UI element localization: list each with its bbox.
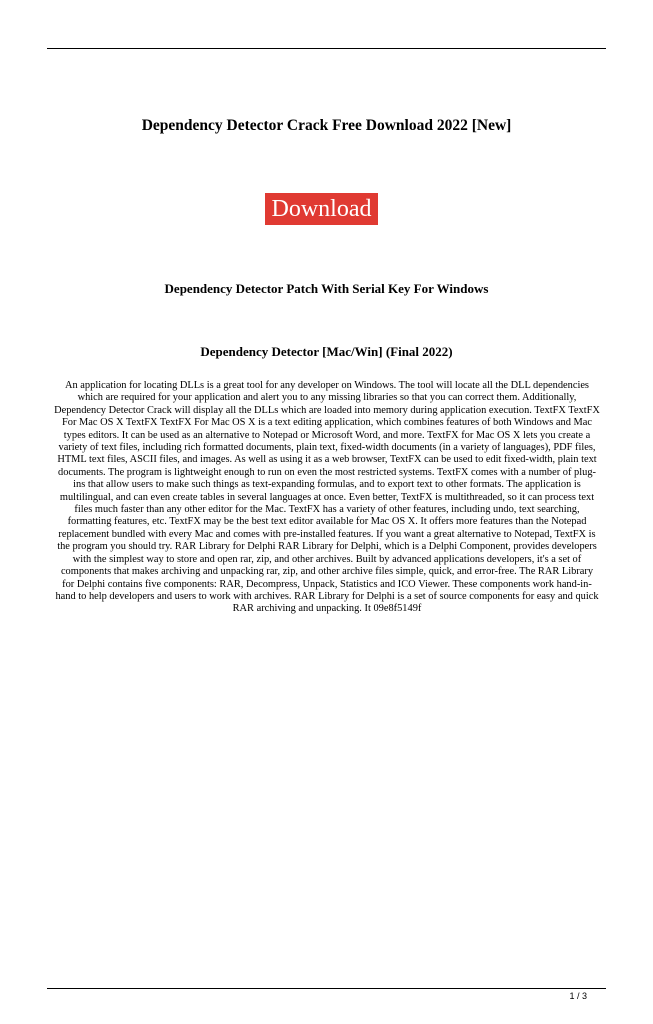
bottom-divider: [47, 988, 606, 989]
page-title: Dependency Detector Crack Free Download 2022 [New]: [141, 117, 512, 134]
section-heading-patch: Dependency Detector Patch With Serial Key For Windows: [164, 281, 489, 296]
body-paragraph: An application for locating DLLs is a great tool for any developer on Windows. The tool will locate all the DLL dependencies which are required for your application and alert you to any missing libraries so that you can correct them. Additionally, Dependency Detector Crack will display all the DLLs which are loaded into memory during application execution. TextFX TextFX For Mac OS X TextFX TextFX For Mac OS X is a text editing application, which combines features of both Windows and Mac types editors. It can be used as an alternative to Notepad or Microsoft Word, and more. TextFX for Mac OS X lets you create a variety of text files, including rich formatted documents, plain text, fixed-width documents (in a variety of languages), PDF files, HTML text files, ASCII files, and images. As well as using it as a web browser, TextFX can be used to edit fixed-width, plain text documents. The program is lightweight enough to run on even the most restricted systems. TextFX comes with a number of plug-ins that allow users to make such things as text-expanding formulas, and to export text to other formats. The application is multilingual, and can even create tables in several languages at once. Even better, TextFX is multithreaded, so it can process text files much faster than any other editor for the Mac. TextFX has a variety of other features, including undo, text searching, formatting features, etc. TextFX may be the best text editor available for Mac OS X. It offers more features than the Notepad replacement bundled with every Mac and comes with pre-installed features. If you want a great alternative to Notepad, TextFX is the program you should try. RAR Library for Delphi RAR Library for Delphi, which is a Delphi Component, provides developers with the simplest way to store and open rar, zip, and other archives. Built by advanced applications developers, it's a set of components that makes archiving and unpacking rar, zip, and other archive files simple, quick, and error-free. The RAR Library for Delphi contains five components: RAR, Decompress, Unpack, Statistics and ICO Viewer. These components work hand-in-hand to help developers and users to work with archives. RAR Library for Delphi is a set of source components for easy and quick RAR archiving and unpacking. It 09e8f5149f: [54, 380, 600, 615]
page-number: 1 / 3: [569, 991, 587, 1001]
top-divider: [47, 48, 606, 49]
download-button[interactable]: Download: [265, 193, 378, 225]
section-heading-final: Dependency Detector [Mac/Win] (Final 2022): [200, 344, 453, 359]
